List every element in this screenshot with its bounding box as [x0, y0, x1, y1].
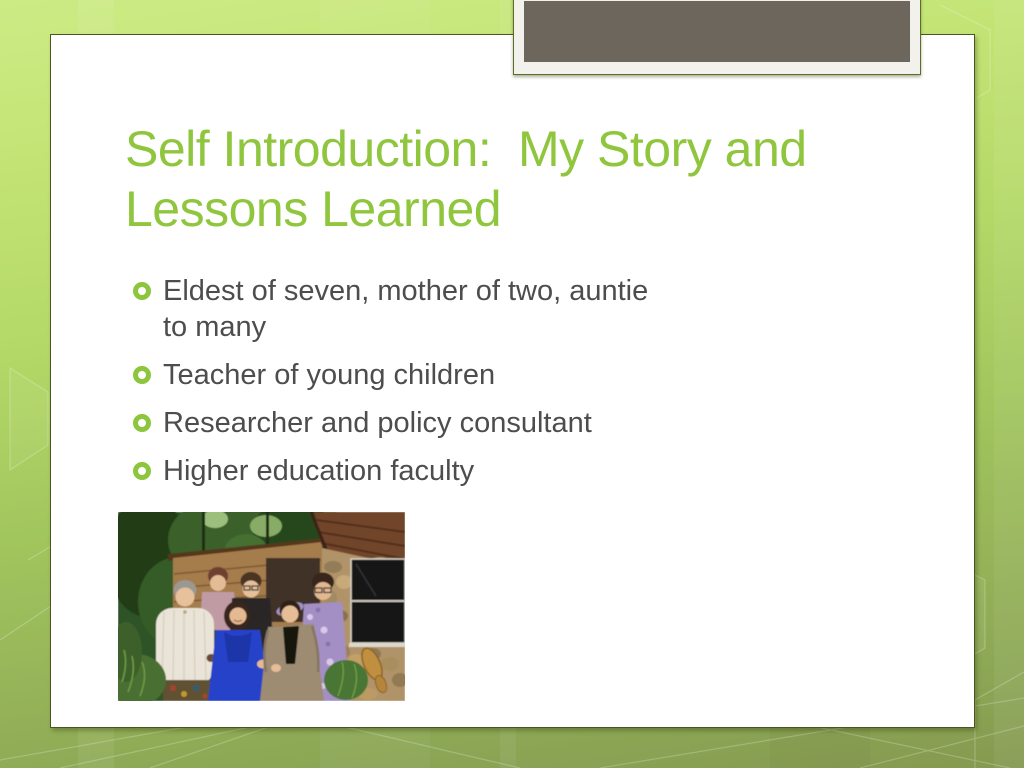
bullet-text: Eldest of seven, mother of two, auntie to many — [163, 275, 649, 343]
bullet-text: Teacher of young children — [163, 359, 496, 391]
bullet-icon — [133, 414, 151, 432]
bullet-list — [133, 273, 693, 501]
slide-canvas — [50, 34, 975, 728]
bullet-text: Researcher and policy consultant — [163, 407, 592, 439]
bullet-icon — [133, 462, 151, 480]
list-item — [133, 273, 693, 345]
header-image-frame — [513, 0, 921, 75]
list-item — [133, 453, 693, 489]
list-item — [133, 357, 693, 393]
bullet-text: Higher education faculty — [163, 455, 475, 487]
list-item — [133, 405, 693, 441]
bullet-icon — [133, 282, 151, 300]
family-photo — [118, 512, 405, 701]
slide-title: Self Introduction: My Story and Lessons Learned — [125, 121, 820, 237]
header-image-placeholder — [524, 1, 910, 62]
bullet-icon — [133, 366, 151, 384]
